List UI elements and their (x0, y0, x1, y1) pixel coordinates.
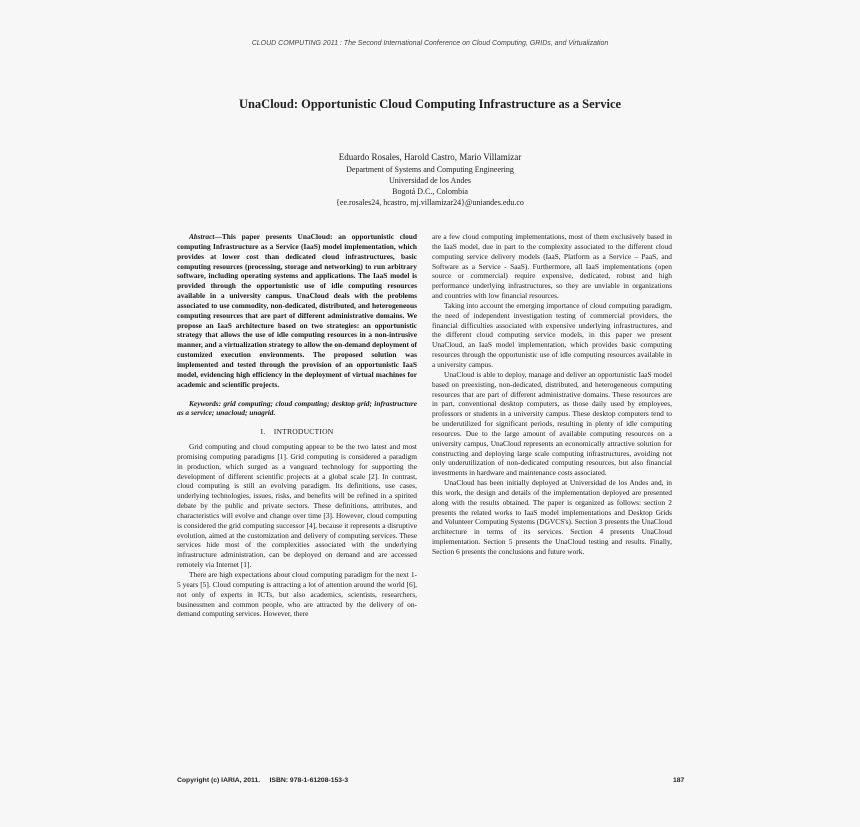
running-header: CLOUD COMPUTING 2011 : The Second International Conference on Cloud Computing, GRIDs, and Virtualization (251, 40, 609, 47)
section-first-letter: I (273, 427, 277, 437)
paper-title: UnaCloud: Opportunistic Cloud Computing Infrastructure as a Service (238, 97, 622, 111)
abstract (177, 232, 417, 390)
keywords-lead: Keywords (189, 398, 219, 408)
abstract-text: —This paper presents UnaCloud: an opportunistic cloud computing Infrastructure as a Service (IaaS) model implementation, which provides at lower cost than dedicated cloud infrastructures, basic computing resources (processing, storage and networking) to run arbitrary software, including operating systems and applications. The IaaS model is provided through the opportunistic use of idle computing resources available in a university campus. UnaCloud deals with the problems associated to use commodity, non-dedicated, distributed, and heterogeneous computing resources that are part of different administrative domains. We propose an IaaS architecture based on two strategies: an opportunistic strategy that allows the use of idle computing resources in a non-intrusive manner, and a virtualization strategy to allow the on-demand deployment of customized execution environments. The proposed solution was implemented and tested through the provision of an opportunistic IaaS model, evidencing high efficiency in the deployment of virtual machines for academic and scientific projects. (177, 232, 417, 389)
footer-copyright: Copyright (c) IARIA, 2011. ISBN: 978-1-61208-153-3 (177, 777, 349, 784)
affiliation-department: Department of Systems and Computing Engineering (346, 165, 514, 174)
section-title-rest: NTRODUCTION (276, 427, 334, 437)
affiliation-city: Bogotá D.C., Colombia (392, 187, 468, 196)
page-number: 187 (673, 777, 685, 784)
keywords (177, 399, 417, 419)
author-names: Eduardo Rosales, Harold Castro, Mario Villamizar (338, 152, 522, 162)
left-column (177, 232, 417, 619)
author-block (0, 151, 860, 208)
intro-paragraph-2: There are high expectations about cloud computing paradigm for the next 1-5 years [5]. Cloud computing is attracting a lot of attention around the world [6], not only of experts in ICTs, but also academics, scientists, researchers, businessmen and common people, who are attracted by the delivery of on-demand computing services. However, there (177, 570, 417, 619)
keywords-text: : grid computing; cloud computing; desktop grid; infrastructure as a service; unacloud; unagrid. (177, 398, 417, 418)
section-heading-introduction (177, 427, 417, 437)
author-emails: {ee.rosales24, hcastro, mj.villamizar24}@uniandes.edu.co (336, 198, 524, 207)
affiliation-university: Universidad de los Andes (389, 176, 471, 185)
right-paragraph-2: Taking into account the emerging importance of cloud computing paradigm, the need of independent investigation testing of commercial providers, the financial difficulties associated with expensive underlying infrastructures, and the different cloud computing service models, in this paper we present UnaCloud, an IaaS model implementation, which provides basic computing resources through the opportunistic use of idle computing resources available in a university campus. (432, 300, 672, 369)
right-paragraph-1: are a few cloud computing implementations, most of them exclusively based in the IaaS model, due in part to the complexity associated to the different cloud computing service delivery models (IaaS, Platform as a Service – PaaS, and Software as a Service - SaaS). Furthermore, all IaaS implementations (open source or commercial) require expensive, dedicated, robust and high performance underlying infrastructures, so they are unviable in organizations and countries with low financial resources. (432, 232, 672, 301)
intro-paragraph-1: Grid computing and cloud computing appear to be the two latest and most promising computing paradigms [1]. Grid computing is considered a paradigm in production, which surged as a vanguard technology for supporting the development of different scientific projects at a global scale [2]. In contrast, cloud computing is still an evolving paradigm. Its definitions, use cases, underlying technologies, issues, risks, and benefits will be refined in a spirited debate by the public and private sectors. These definitions, attributes, and characteristics will evolve and change over time [3]. However, cloud computing is considered the grid computing successor [4], because it represents a disruptive evolution, aimed at the customization and delivery of computing services. These services hide most of the complexities associated with the underlying infrastructure administration, can be deployed on demand and are accessed remotely via Internet [1]. (177, 442, 417, 570)
right-column (432, 232, 672, 557)
section-number: I. (260, 427, 266, 437)
right-paragraph-4: UnaCloud has been initially deployed at Universidad de los Andes and, in this work, the design and details of the implementation deployed are presented along with the results obtained. The paper is organized as follows: section 2 presents the related works to IaaS model implementations and Desktop Grids and Volunteer Computing Systems (DGVCS's). Section 3 presents the UnaCloud architecture in terms of its services. Section 4 presents UnaCloud implementation. Section 5 presents the UnaCloud testing and results. Finally, Section 6 presents the conclusions and future work. (432, 478, 672, 556)
abstract-lead: Abstract (189, 232, 215, 241)
right-paragraph-3: UnaCloud is able to deploy, manage and deliver an opportunistic IaaS model based on preexisting, non-dedicated, distributed, and heterogeneous computing resources that are part of different administrative domains. These resources are in part, conventional desktop computers, as those daily used by employees, professors or students in a university campus. These desktop computers tend to be underutilized for significant periods, resulting in plenty of idle computing resources. Due to the large amount of available computing resources on a university campus, UnaCloud represents an economically attractive solution for constructing and deploying large scale computing infrastructures, avoiding not only underutilization of non-dedicated computing resources, but also financial investments in hardware and maintenance costs associated. (432, 369, 672, 478)
